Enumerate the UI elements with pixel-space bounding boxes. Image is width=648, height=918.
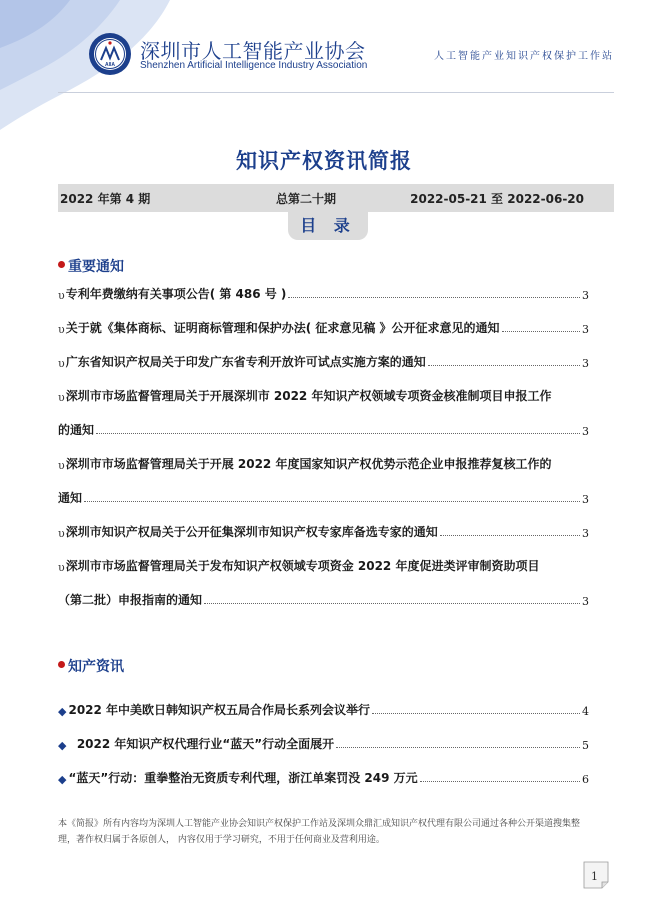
page-ref: 3 [582, 323, 589, 336]
disclaimer-footnote: 本《简报》所有内容均为深圳人工智能产业协会知识产权保护工作站及深圳众鼎汇成知识产权代理有限公司通过各种公开渠道搜集整理，著作权归属于各原创人， 内容仅用于学习研究，不用于任何商业及营利用途。 [58, 819, 581, 845]
toc-item-continued[interactable]: 通知 3 [58, 491, 589, 506]
page-header [0, 0, 648, 90]
dot-leader [372, 713, 580, 714]
toc-item[interactable]: υ 深圳市市场监督管理局关于发布知识产权领域专项资金 2022 年度促进类评审制资助项目 [58, 559, 540, 574]
aiia-logo-icon [88, 32, 132, 76]
page-ref: 6 [582, 773, 589, 786]
section-title-news: 知产资讯 [58, 656, 124, 676]
dot-leader [336, 747, 580, 748]
bullet-icon: υ [58, 323, 65, 336]
svg-text:AIIA: AIIA [105, 62, 115, 68]
org-name-cn: 深圳市人工智能产业协会 [140, 39, 366, 63]
page-ref: 3 [582, 595, 589, 608]
issue-number: 2022 年第 4 期 [60, 192, 151, 206]
toc-item-continued[interactable]: 的通知 3 [58, 423, 589, 438]
page-ref: 3 [582, 289, 589, 302]
dot-leader [204, 603, 580, 604]
toc-item[interactable]: υ 关于就《集体商标、证明商标管理和保护办法( 征求意见稿 》公开征求意见的通知 3 [58, 321, 589, 336]
dot-leader [502, 331, 580, 332]
bullet-icon: υ [58, 357, 65, 370]
diamond-bullet-icon: ◆ [58, 773, 67, 786]
toc-item[interactable]: υ 深圳市市场监督管理局关于开展 2022 年度国家知识产权优势示范企业申报推荐复核工作的 [58, 457, 552, 472]
dot-leader [428, 365, 580, 366]
toc-item[interactable]: υ 深圳市市场监督管理局关于开展深圳市 2022 年知识产权领域专项资金核准制项目申报工作 [58, 389, 552, 404]
dot-leader [440, 535, 580, 536]
dot-leader [288, 297, 580, 298]
workstation-label: 人工智能产业知识产权保护工作站 [434, 51, 614, 62]
page-title: 知识产权资讯简报 [236, 149, 412, 173]
toc-item[interactable]: ◆ “蓝天”行动：重拳整治无资质专利代理，浙江单案罚没 249 万元 6 [58, 771, 589, 786]
section-title-notices: 重要通知 [58, 256, 124, 276]
dot-leader [84, 501, 580, 502]
toc-item-continued[interactable]: （第二批）申报指南的通知 3 [58, 593, 589, 608]
page-ref: 3 [582, 527, 589, 540]
page-ref: 3 [582, 357, 589, 370]
bullet-icon: υ [58, 527, 65, 540]
toc-item[interactable]: υ 深圳市知识产权局关于公开征集深圳市知识产权专家库备选专家的通知 3 [58, 525, 589, 540]
org-name-en: Shenzhen Artificial Intelligence Industry Association [140, 60, 368, 71]
red-dot-icon [58, 661, 65, 668]
issue-bar [58, 184, 614, 212]
bullet-icon: υ [58, 561, 65, 574]
page-number: 1 [591, 870, 598, 883]
dot-leader [96, 433, 580, 434]
toc-tab: 目 录 [288, 212, 368, 240]
diamond-bullet-icon: ◆ [58, 705, 67, 718]
issue-date-range: 2022-05-21 至 2022-06-20 [410, 192, 584, 206]
toc-item[interactable]: υ 专利年费缴纳有关事项公告( 第 486 号 ) 3 [58, 287, 589, 302]
page-ref: 5 [582, 739, 589, 752]
dot-leader [420, 781, 580, 782]
issue-total: 总第二十期 [276, 192, 337, 206]
toc-item[interactable]: ◆ 2022 年知识产权代理行业“蓝天”行动全面展开 5 [58, 737, 589, 752]
red-dot-icon [58, 261, 65, 268]
bullet-icon: υ [58, 459, 65, 472]
header-divider [58, 92, 614, 93]
toc-item[interactable]: υ 广东省知识产权局关于印发广东省专利开放许可试点实施方案的通知 3 [58, 355, 589, 370]
toc-item[interactable]: ◆ 2022 年中美欧日韩知识产权五局合作局长系列会议举行 4 [58, 703, 589, 718]
page-ref: 3 [582, 493, 589, 506]
page-ref: 4 [582, 705, 589, 718]
bullet-icon: υ [58, 289, 65, 302]
page-ref: 3 [582, 425, 589, 438]
diamond-bullet-icon: ◆ [58, 739, 67, 752]
bullet-icon: υ [58, 391, 65, 404]
